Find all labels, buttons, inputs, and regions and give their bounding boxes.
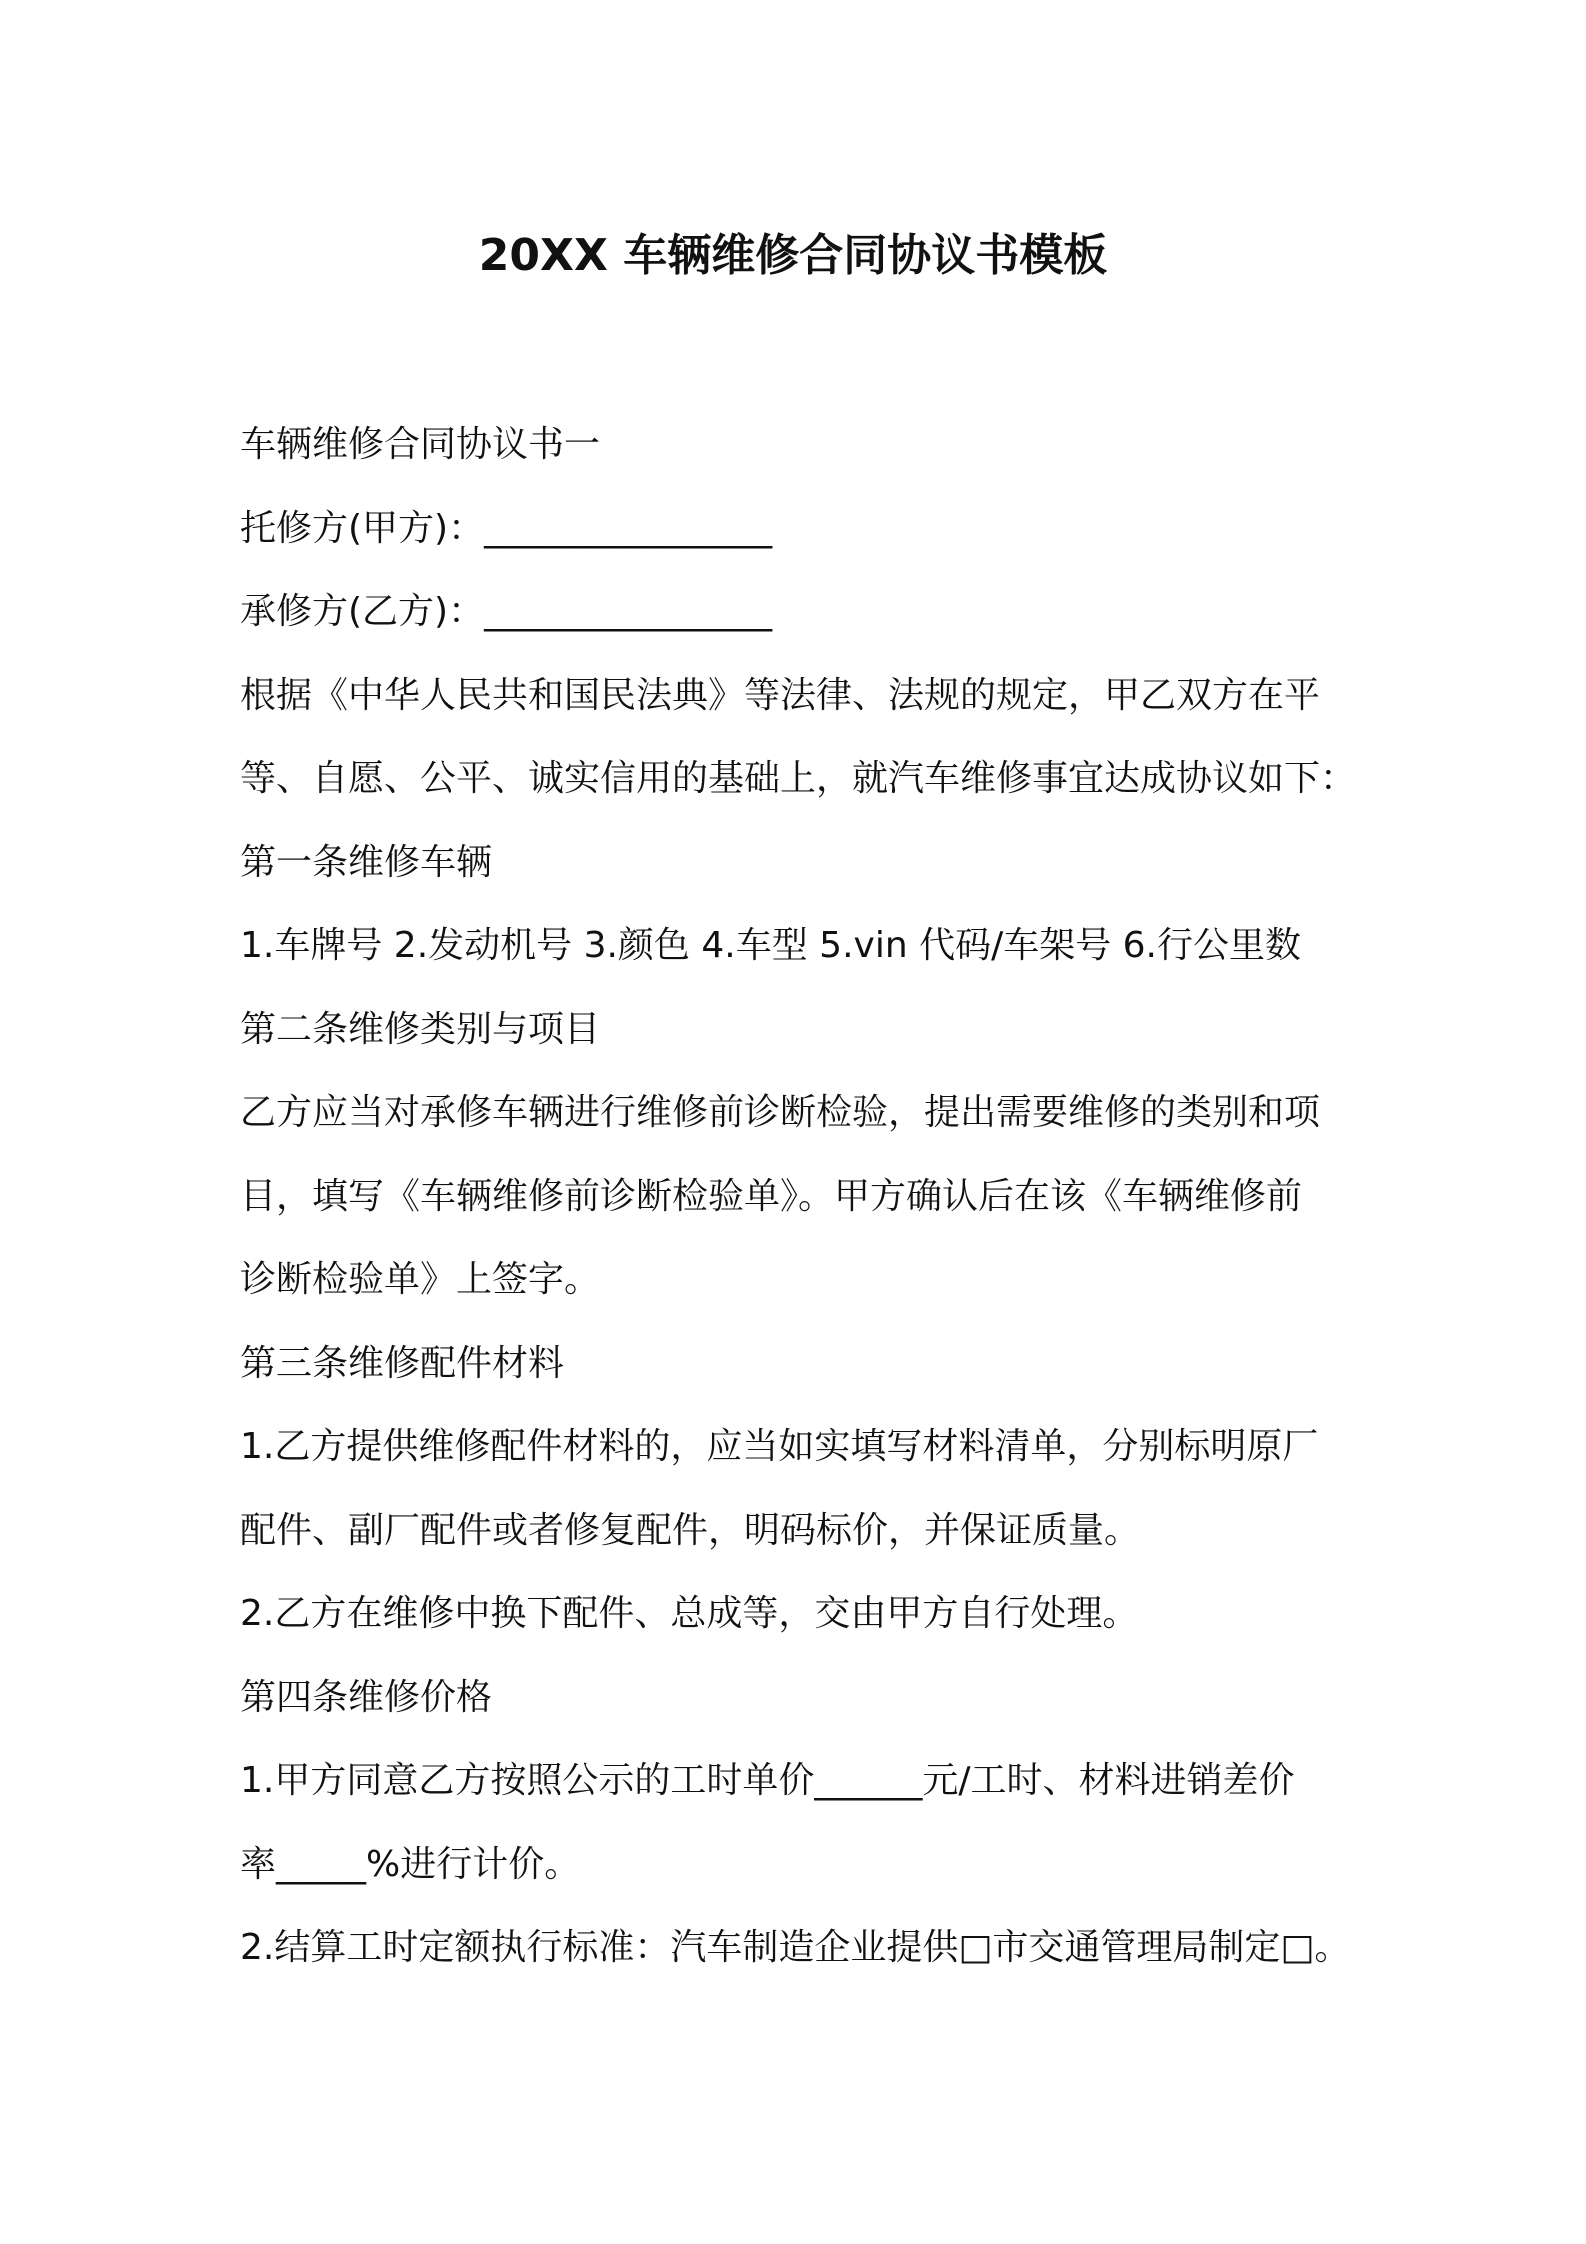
section-heading-contract-one: 车辆维修合同协议书一 — [240, 424, 601, 465]
article-4-clause-1-line-1: 1.甲方同意乙方按照公示的工时单价______元/工时、材料进销差价 — [240, 1760, 1295, 1801]
article-1-items: 1.车牌号 2.发动机号 3.颜色 4.车型 5.vin 代码/车架号 6.行公里数 — [240, 925, 1301, 966]
preamble-line-2: 等、自愿、公平、诚实信用的基础上，就汽车维修事宜达成协议如下： — [240, 758, 1357, 799]
article-3-clause-1-line-2: 配件、副厂配件或者修复配件，明码标价，并保证质量。 — [240, 1509, 1141, 1551]
article-2-text-line-3: 诊断检验单》上签字。 — [240, 1259, 601, 1300]
article-3-clause-2: 2.乙方在维修中换下配件、总成等，交由甲方自行处理。 — [240, 1593, 1139, 1634]
article-1-heading: 第一条维修车辆 — [240, 841, 493, 883]
party-b-field: 承修方(乙方)：________________ — [240, 591, 773, 632]
article-2-text-line-2: 目，填写《车辆维修前诊断检验单》。甲方确认后在该《车辆维修前 — [240, 1175, 1303, 1217]
article-4-clause-1-line-2: 率_____%进行计价。 — [240, 1843, 581, 1885]
article-2-text-line-1: 乙方应当对承修车辆进行维修前诊断检验，提出需要维修的类别和项 — [240, 1092, 1321, 1133]
document-title: 20XX 车辆维修合同协议书模板 — [478, 230, 1108, 281]
article-4-clause-2: 2.结算工时定额执行标准：汽车制造企业提供□市交通管理局制定□。 — [240, 1927, 1351, 1968]
article-2-heading: 第二条维修类别与项目 — [240, 1008, 601, 1050]
article-4-heading: 第四条维修价格 — [240, 1676, 493, 1718]
party-a-field: 托修方(甲方)：________________ — [240, 507, 773, 549]
preamble-line-1: 根据《中华人民共和国民法典》等法律、法规的规定，甲乙双方在平 — [240, 674, 1321, 716]
article-3-heading: 第三条维修配件材料 — [240, 1342, 565, 1384]
document-body — [240, 403, 1380, 1990]
article-3-clause-1-line-1: 1.乙方提供维修配件材料的，应当如实填写材料清单，分别标明原厂 — [240, 1426, 1319, 1467]
